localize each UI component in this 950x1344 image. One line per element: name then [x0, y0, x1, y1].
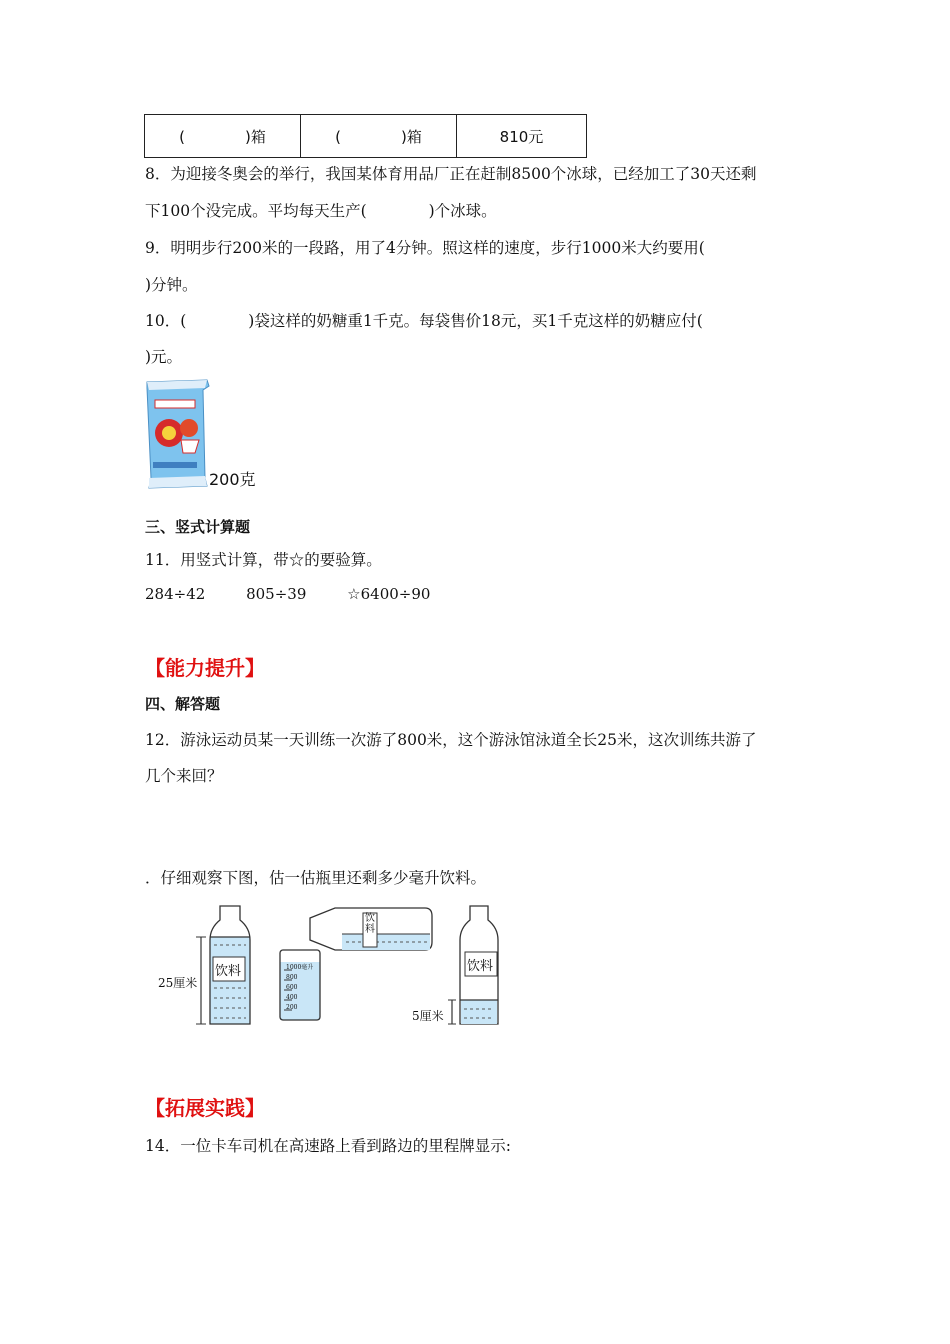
cup-capacity-label: 1000毫升 — [286, 964, 314, 971]
extension-section-header: 【拓展实践】 — [145, 1096, 265, 1120]
question-8-line-2: 下100个没完成。平均每天生产( )个冰球。 — [145, 202, 497, 220]
section-4-heading: 四、解答题 — [145, 695, 221, 713]
cup-scale — [286, 973, 297, 1013]
cup-tick-800: 800 — [286, 974, 298, 981]
bottle-2-label: 饮料 — [365, 913, 375, 935]
calc-item-1: 284÷42 — [145, 585, 206, 603]
height-25cm-label: 25厘米 — [158, 976, 198, 990]
bottle-1-label: 饮料 — [215, 964, 242, 979]
question-12-line-2: 几个来回？ — [145, 767, 223, 785]
question-12-line-1: 12．游泳运动员某一天训练一次游了800米，这个游泳馆泳道全长25米，这次训练共游了 — [145, 731, 757, 749]
ability-section-header: 【能力提升】 — [145, 656, 265, 680]
bottles-diagram — [150, 900, 520, 1035]
question-8-line-1: 8．为迎接冬奥会的举行，我国某体育用品厂正在赶制8500个冰球，已经加工了30天还剩 — [145, 165, 757, 183]
height-5cm-label: 5厘米 — [412, 1009, 444, 1023]
answer-table — [144, 114, 587, 158]
table-cell-boxes-1: ( )箱 — [145, 115, 301, 158]
question-9-line-1: 9．明明步行200米的一段路，用了4分钟。照这样的速度，步行1000米大约要用( — [145, 239, 705, 257]
calc-list — [145, 585, 466, 603]
question-14: 14．一位卡车司机在高速路上看到路边的里程牌显示: — [145, 1137, 511, 1155]
candy-bag-image — [143, 378, 263, 490]
cup-tick-200: 200 — [286, 1004, 298, 1011]
section-3-heading: 三、竖式计算题 — [145, 518, 251, 536]
candy-weight-label: 200克 — [209, 470, 256, 489]
calc-item-3: ☆6400÷90 — [347, 585, 431, 603]
cup-tick-400: 400 — [286, 994, 298, 1001]
table-cell-price: 810元 — [457, 115, 587, 158]
question-10-line-1: 10．( )袋这样的奶糖重1千克。每袋售价18元，买1千克这样的奶糖应付( — [145, 312, 703, 330]
question-10-line-2: )元。 — [145, 348, 183, 366]
table-cell-boxes-2: ( )箱 — [301, 115, 457, 158]
calc-item-2: 805÷39 — [246, 585, 307, 603]
table-row — [145, 115, 587, 158]
question-11: 11．用竖式计算，带☆的要验算。 — [145, 551, 382, 569]
cup-tick-600: 600 — [286, 984, 298, 991]
question-9-line-2: )分钟。 — [145, 276, 198, 294]
bottle-3-label: 饮料 — [467, 959, 494, 974]
question-13: ．仔细观察下图，估一估瓶里还剩多少毫升饮料。 — [145, 869, 487, 887]
